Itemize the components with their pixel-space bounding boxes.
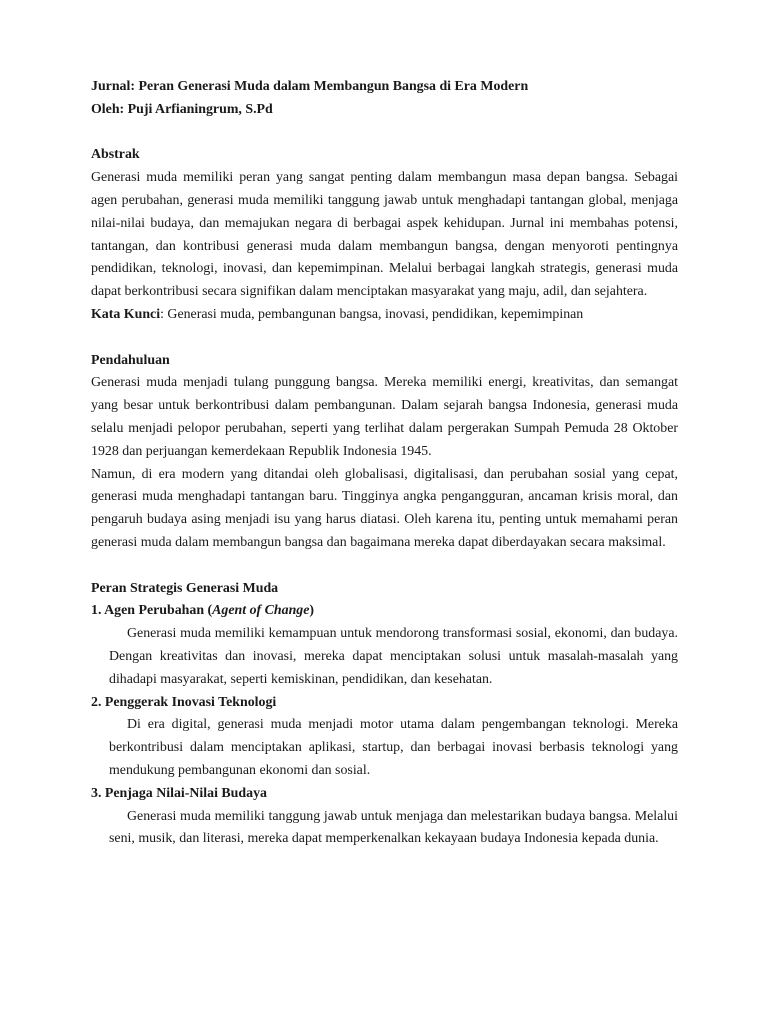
spacer — [91, 122, 678, 145]
intro-paragraph-1: Generasi muda menjadi tulang punggung bangsa. Mereka memiliki energi, kreativitas, dan semangat yang besar untuk berkontribusi dalam pembangunan. Dalam sejarah bangsa Indonesia, generasi muda selalu menjadi pelopor perubahan, seperti yang terlihat dalam pergerakan Sumpah Pemuda 28 Oktober 1928 dan perjuangan kemerdekaan Republik Indonesia 1945. — [91, 375, 678, 459]
role-1-title — [91, 600, 678, 623]
role-1-body: Generasi muda memiliki kemampuan untuk mendorong transformasi sosial, ekonomi, dan budaya. Dengan kreativitas dan inovasi, mereka dapat menciptakan solusi untuk masalah-masalah yang dihadapi masyarakat, seperti kemiskinan, pendidikan, dan kesehatan. — [109, 626, 678, 687]
role-3-title: 3. Penjaga Nilai-Nilai Budaya — [91, 785, 267, 801]
role-1-title-end: ) — [309, 603, 315, 619]
spacer — [91, 555, 678, 578]
role-1-title-text: 1. Agen Perubahan ( — [91, 603, 213, 619]
keywords-text: : Generasi muda, pembangunan bangsa, inovasi, pendidikan, kepemimpinan — [160, 306, 584, 322]
role-2-title: 2. Penggerak Inovasi Teknologi — [91, 694, 277, 710]
roles-heading: Peran Strategis Generasi Muda — [91, 580, 279, 596]
spacer — [91, 327, 678, 350]
role-3-body: Generasi muda memiliki tanggung jawab untuk menjaga dan melestarikan budaya bangsa. Melalui seni, musik, dan literasi, mereka dapat memperkenalkan kekayaan budaya Indonesia kepada dunia. — [109, 808, 678, 847]
abstract-heading: Abstrak — [91, 147, 140, 163]
keywords-line — [91, 304, 678, 327]
role-1-title-italic: Agent of Change — [212, 603, 310, 619]
intro-paragraph-2: Namun, di era modern yang ditandai oleh globalisasi, digitalisasi, dan perubahan sosial yang cepat, generasi muda menghadapi tantangan baru. Tingginya angka pengangguran, ancaman krisis moral, dan pengaruh budaya asing menjadi isu yang harus diatasi. Oleh karena itu, penting untuk memahami peran generasi muda dalam membangun bangsa dan bagaimana mereka dapat diberdayakan secara maksimal. — [91, 466, 678, 550]
keywords-label: Kata Kunci — [91, 306, 161, 322]
author-line: Oleh: Puji Arfianingrum, S.Pd — [91, 101, 273, 117]
document-content — [91, 76, 678, 851]
journal-title: Jurnal: Peran Generasi Muda dalam Membangun Bangsa di Era Modern — [91, 79, 529, 94]
intro-heading: Pendahuluan — [91, 352, 170, 368]
abstract-body: Generasi muda memiliki peran yang sangat penting dalam membangun masa depan bangsa. Sebagai agen perubahan, generasi muda memiliki tanggung jawab untuk menghadapi tantangan global, menjaga nilai-nilai budaya, dan memajukan negara di berbagai aspek kehidupan. Jurnal ini membahas potensi, tantangan, dan kontribusi generasi muda dalam membangun bangsa, dengan menyoroti pentingnya pendidikan, teknologi, inovasi, dan kepemimpinan. Melalui berbagai langkah strategis, generasi muda dapat berkontribusi secara signifikan dalam menciptakan masyarakat yang maju, adil, dan sejahtera. — [91, 170, 678, 300]
role-2-body: Di era digital, generasi muda menjadi motor utama dalam pengembangan teknologi. Mereka berkontribusi dalam menciptakan aplikasi, startup, dan berbagai inovasi berbasis teknologi yang mendukung pembangunan ekonomi dan sosial. — [109, 717, 678, 778]
